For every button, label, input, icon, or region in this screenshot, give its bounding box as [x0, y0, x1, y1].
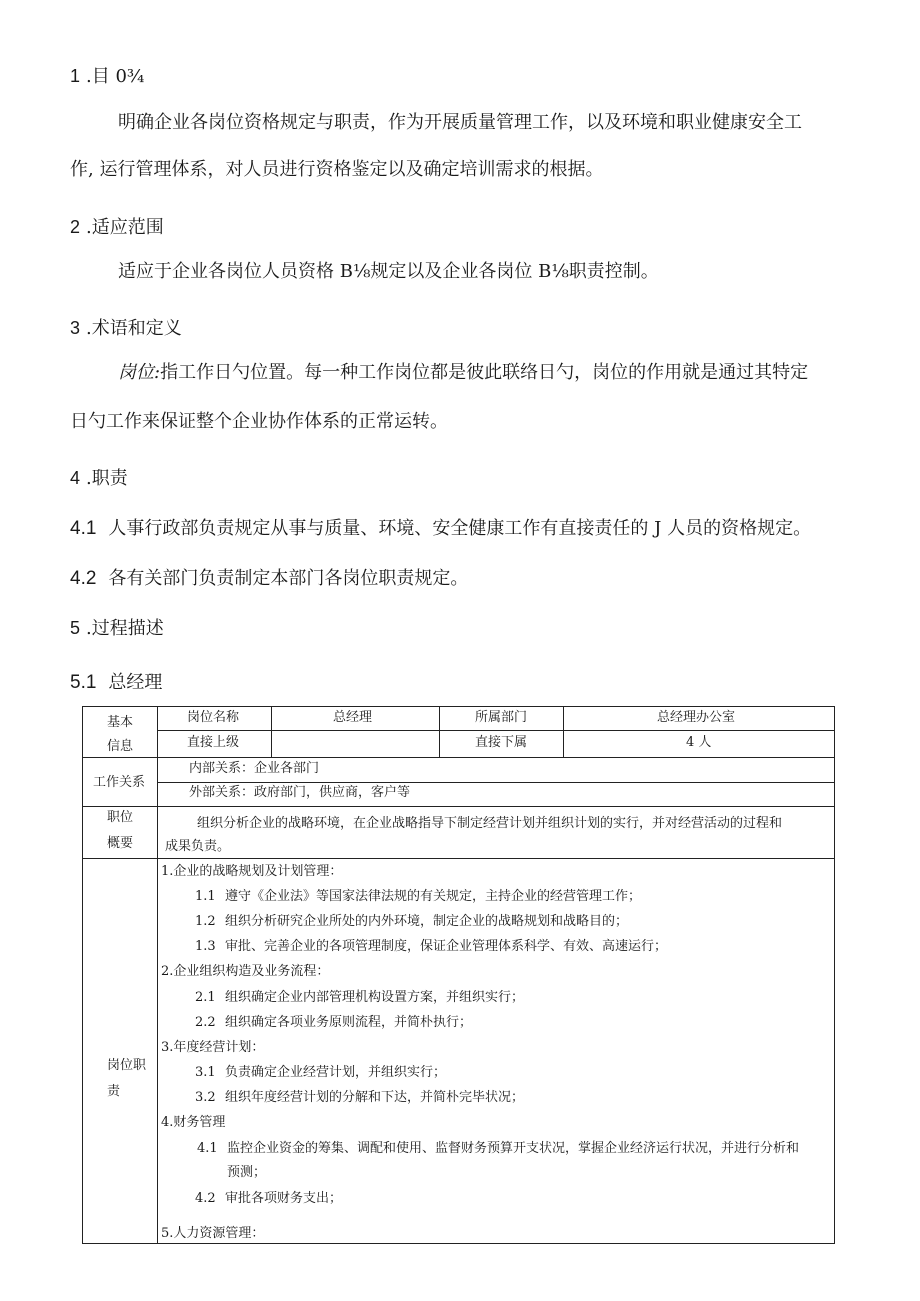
duty-heading: 5.人力资源管理： [161, 1226, 265, 1241]
clause-number: 4.1 [70, 518, 97, 539]
duty-number: 1.1 [195, 889, 216, 904]
grid-line [271, 707, 272, 757]
section-number: 5 [70, 618, 81, 638]
duty-item: 组织分析研究企业所处的内外环境，制定企业的战略规划和战略目的； [225, 914, 629, 929]
paragraph: 日勺工作来保证整个企业协作体系的正常运转。 [70, 411, 448, 432]
department-label: 所属部门 [475, 710, 528, 725]
duty-item: 负责确定企业经营计划，并组织实行； [225, 1065, 447, 1080]
duties-label: 岗位职 [107, 1058, 147, 1073]
summary-label: 概要 [107, 836, 134, 851]
section-title: .目 0¾ [86, 66, 145, 87]
section-3-heading [70, 314, 182, 340]
section-2-heading [70, 213, 164, 239]
duty-item: 审批、完善企业的各项管理制度，保证企业管理体系科学、有效、高速运行； [225, 939, 668, 954]
section-1-heading [70, 62, 144, 88]
department-value: 总经理办公室 [657, 710, 736, 725]
grid-line [83, 806, 835, 807]
clause-text: 各有关部门负责制定本部门各岗位职责规定。 [108, 568, 469, 589]
duty-number: 4.2 [195, 1191, 216, 1206]
section-number: 1 [70, 66, 81, 86]
section-title: .适应范围 [86, 217, 164, 238]
duty-number: 2.1 [195, 990, 216, 1005]
grid-line [83, 757, 835, 758]
duty-item: 组织确定企业内部管理机构设置方案，并组织实行； [225, 990, 525, 1005]
grid-line [439, 707, 440, 757]
internal-relation: 内部关系：企业各部门 [189, 761, 320, 776]
paragraph: 作, 运行管理体系，对人员进行资格鉴定以及确定培训需求的根据。 [70, 159, 604, 180]
summary-label: 职位 [107, 810, 134, 825]
subordinate-value: 4 人 [686, 735, 712, 750]
duty-item: 预测； [227, 1165, 267, 1180]
duty-number: 1.2 [195, 914, 216, 929]
paragraph [118, 364, 888, 382]
duty-number: 4.1 [197, 1141, 218, 1156]
duty-number: 3.2 [195, 1090, 216, 1105]
section-title: .过程描述 [86, 618, 164, 639]
paragraph: 明确企业各岗位资格规定与职责，作为开展质量管理工作，以及环境和职业健康安全工 [118, 112, 802, 133]
position-name-value: 总经理 [333, 710, 373, 725]
duty-item: 遵守《企业法》等国家法律法规的有关规定，主持企业的经营管理工作； [225, 889, 642, 904]
position-name-label: 岗位名称 [187, 710, 240, 725]
section-number: 4 [70, 468, 81, 488]
term: 岗位: [118, 362, 161, 383]
section-number: 3 [70, 318, 81, 338]
duty-number: 2.2 [195, 1015, 216, 1030]
grid-line [83, 858, 835, 859]
grid-line [157, 782, 835, 783]
section-title: .术语和定义 [86, 318, 182, 339]
section-title: .职责 [86, 468, 128, 489]
duty-heading: 4.财务管理 [161, 1115, 226, 1130]
duty-item: 监控企业资金的筹集、调配和使用、监督财务预算开支状况，掌握企业经济运行状况，并进行分析和 [227, 1141, 800, 1156]
duty-heading: 2.企业组织构造及业务流程： [161, 964, 330, 979]
grid-line [563, 707, 564, 757]
clause-title: 总经理 [108, 672, 163, 693]
grid-line [157, 730, 835, 731]
external-relation: 外部关系：政府部门，供应商，客户等 [189, 785, 411, 800]
basic-info-label: 基本 [107, 715, 134, 730]
duty-heading: 1.企业的战略规划及计划管理： [161, 864, 343, 879]
clause-4-1 [70, 514, 811, 540]
section-5-heading [70, 614, 164, 640]
definition: 指工作日勺位置。每一种工作岗位都是彼此联络日勺，岗位的作用就是通过其特定 [160, 362, 809, 383]
clause-5-1 [70, 668, 162, 694]
summary-text: 成果负责。 [165, 839, 231, 854]
section-4-heading [70, 464, 128, 490]
summary-text: 组织分析企业的战略环境，在企业战略指导下制定经营计划并组织计划的实行，并对经营活动的过程和 [197, 816, 783, 831]
duty-heading: 3.年度经营计划： [161, 1040, 265, 1055]
work-relation-label: 工作关系 [93, 775, 146, 790]
clause-number: 5.1 [70, 672, 97, 693]
basic-info-label: 信息 [107, 739, 134, 754]
position-table [82, 706, 835, 1244]
duty-item: 组织确定各项业务原则流程，并简朴执行； [225, 1015, 473, 1030]
clause-text: 人事行政部负责规定从事与质量、环境、安全健康工作有直接责任的 J 人员的资格规定。 [108, 518, 812, 539]
subordinate-label: 直接下属 [475, 735, 528, 750]
duty-item: 审批各项财务支出； [225, 1191, 343, 1206]
duty-number: 1.3 [195, 939, 216, 954]
clause-4-2 [70, 564, 468, 590]
grid-line [157, 707, 158, 1244]
clause-number: 4.2 [70, 568, 97, 589]
superior-label: 直接上级 [187, 735, 240, 750]
duty-number: 3.1 [195, 1065, 216, 1080]
paragraph: 适应于企业各岗位人员资格 B⅛规定以及企业各岗位 B⅛职责控制。 [118, 261, 659, 282]
section-number: 2 [70, 217, 81, 237]
duties-label: 责 [107, 1084, 121, 1099]
duty-item: 组织年度经营计划的分解和下达，并简朴完毕状况； [225, 1090, 525, 1105]
